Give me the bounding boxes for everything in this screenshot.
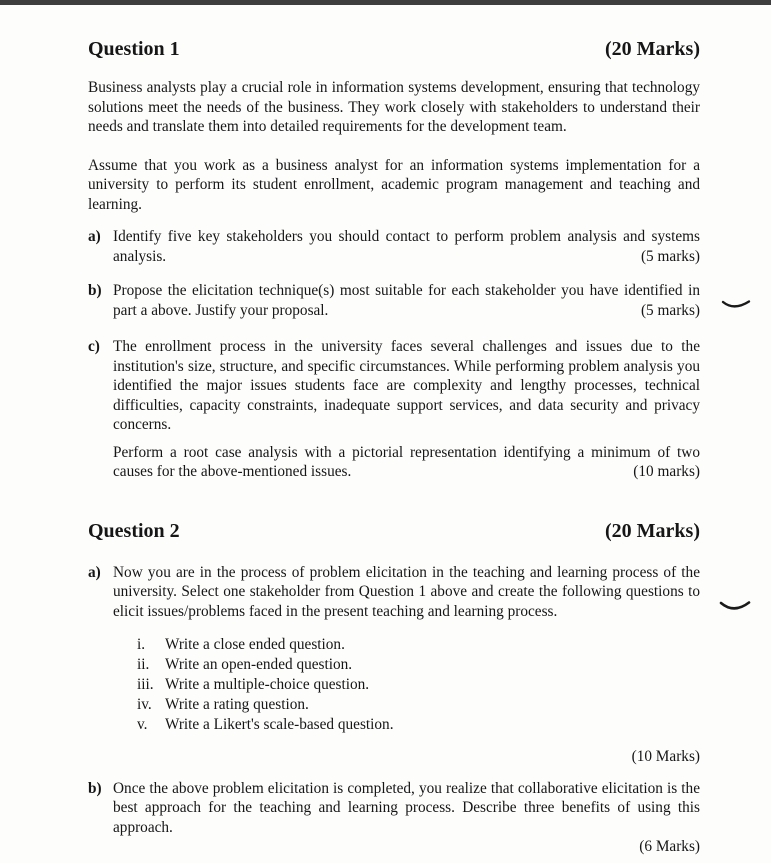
sub-question bbox=[137, 675, 700, 695]
part-c-text: The enrollment process in the university faces several challenges and issues due to the institution's size, structure, and specific circumstances. While performing problem analysis you identified the major issues students face are complexity and lengthy processes, technical difficulties, capacity constraints, inadequate support services, and data security and privacy concerns. bbox=[113, 338, 700, 433]
part-c-marks: (10 marks) bbox=[633, 463, 700, 480]
sub-question-numeral: v. bbox=[137, 716, 148, 733]
question2-heading bbox=[88, 519, 700, 543]
sub-question-numeral: iv. bbox=[137, 696, 152, 713]
question2-total-marks: (20 Marks) bbox=[605, 519, 700, 542]
sub-question-text: Write a multiple-choice question. bbox=[165, 676, 370, 693]
sub-question bbox=[137, 655, 700, 675]
sub-question-numeral: i. bbox=[137, 636, 146, 653]
question1-part-b bbox=[88, 281, 700, 320]
pen-mark-icon bbox=[720, 298, 754, 314]
part-text bbox=[113, 337, 700, 482]
sub-question-text: Write a Likert's scale-based question. bbox=[165, 716, 394, 733]
question2-part-b bbox=[88, 779, 700, 838]
question2-part-b-marks: (6 Marks) bbox=[639, 838, 700, 855]
sub-question-text: Write a close ended question. bbox=[165, 636, 345, 653]
part-a-text: Identify five key stakeholders you should contact to perform problem analysis and systems analysis. bbox=[113, 228, 700, 265]
question1-intro-paragraph-2: Assume that you work as a business analyst for an information systems implementation for a university to perform its student enrollment, academic program management and teaching and learning. bbox=[88, 156, 700, 213]
part-b-text: Propose the elicitation technique(s) most suitable for each stakeholder you have identified in part a above. Justify your proposal. bbox=[113, 282, 700, 319]
sub-question bbox=[137, 695, 700, 715]
question1-intro-paragraph-1: Business analysts play a crucial role in information systems development, ensuring that technology solutions meet the needs of the business. They work closely with stakeholders to understand their needs and translate them into detailed requirements for the development team. bbox=[88, 79, 700, 135]
part-label: a) bbox=[88, 563, 101, 581]
sub-question-text: Write a rating question. bbox=[165, 696, 309, 713]
part-label: b) bbox=[88, 282, 102, 299]
part-text bbox=[113, 779, 700, 838]
part-text bbox=[113, 227, 700, 266]
part-label: c) bbox=[88, 338, 100, 355]
part-b-text: Once the above problem elicitation is completed, you realize that collaborative elicitation is the best approach for the teaching and learning process. Describe three benefits of using this approach. bbox=[113, 779, 700, 836]
sub-question-numeral: ii. bbox=[137, 656, 150, 673]
sub-question-numeral: iii. bbox=[137, 676, 154, 693]
pen-mark-icon bbox=[718, 598, 754, 616]
part-label: a) bbox=[88, 228, 101, 245]
question2-part-a bbox=[88, 563, 700, 736]
question1-total-marks: (20 Marks) bbox=[605, 38, 700, 60]
part-label: b) bbox=[88, 779, 102, 797]
part-c-followup bbox=[113, 443, 700, 482]
sub-question-list bbox=[137, 635, 700, 735]
question2-part-a-marks: (10 Marks) bbox=[631, 748, 700, 765]
part-a-marks: (5 marks) bbox=[640, 247, 700, 265]
sub-question-text: Write an open-ended question. bbox=[165, 656, 353, 673]
question1-heading bbox=[88, 37, 700, 61]
part-text bbox=[113, 281, 700, 320]
question1-title: Question 1 bbox=[88, 38, 180, 60]
question2-title: Question 2 bbox=[88, 519, 180, 542]
part-a-text: Now you are in the process of problem elicitation in the teaching and learning process of the university. Select one stakeholder from Question 1 above and create the following questions to elicit issues/problems faced in the present teaching and learning process. bbox=[113, 563, 700, 620]
sub-question bbox=[137, 715, 700, 735]
question1-part-a bbox=[88, 227, 700, 266]
part-b-marks: (5 marks) bbox=[640, 301, 700, 319]
sub-question bbox=[137, 635, 700, 655]
part-c-followup-text: Perform a root case analysis with a pictorial representation identifying a minimum of two causes for the above-mentioned issues. bbox=[113, 443, 700, 480]
exam-page bbox=[88, 5, 700, 857]
part-text bbox=[113, 563, 700, 736]
question1-part-c bbox=[88, 337, 700, 482]
